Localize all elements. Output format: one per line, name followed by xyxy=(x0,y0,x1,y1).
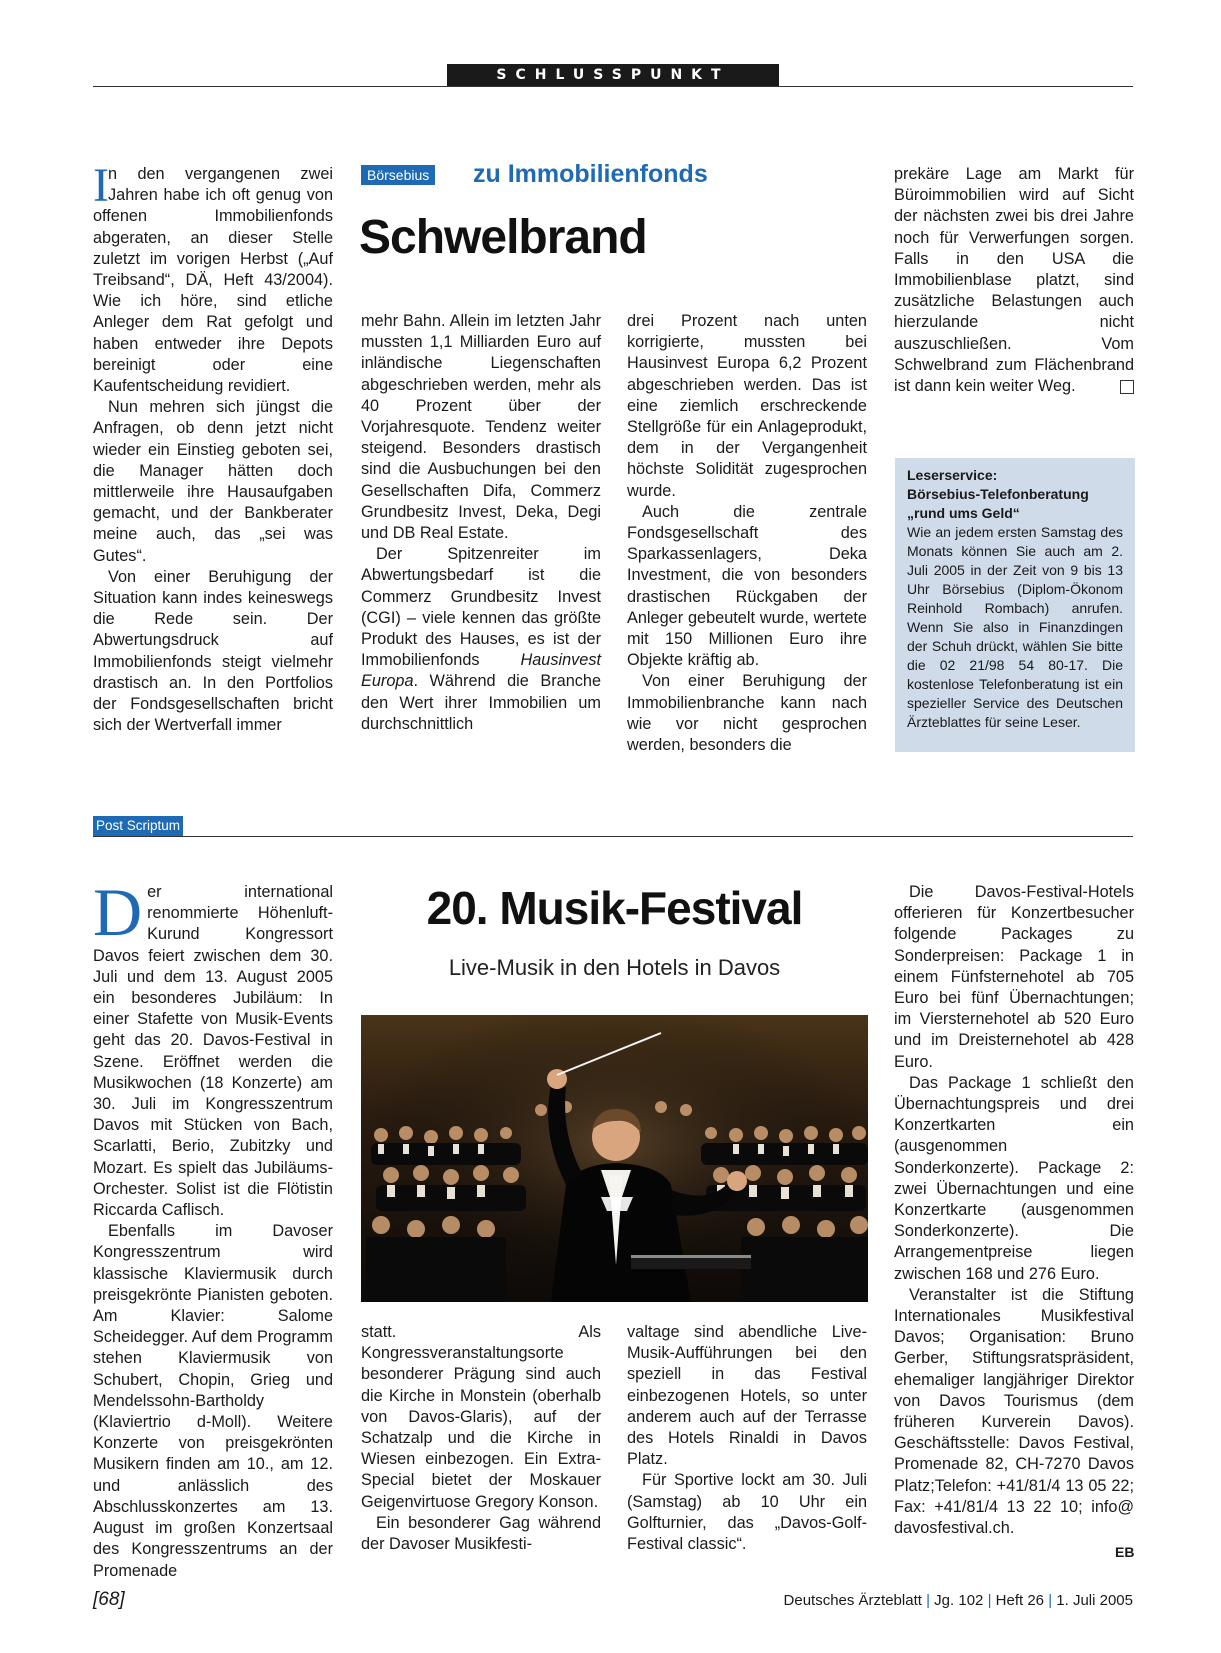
paragraph: prekäre Lage am Markt für Büroimmobilien wird auf Sicht der nächsten zwei bis drei Jahre noch für Verwerfungen sorgen. Falls in den USA die Immobilienblase platzt, sind zusätzliche Belastungen auch hierzulande nicht auszuschließen. Vom Schwelbrand zum Flächenbrand ist dann kein weiter Weg. xyxy=(894,165,1134,396)
paragraph: Veranstalter ist die Stiftung Internationales Musikfestival Davos; Organisation: Bruno Gerber, Stiftungsratspräsident, ehemaliger langjähriger Direktor von Davos Tourismus (dem früheren Kurverein Davos). Geschäftsstelle: Davos Festival, Promenade 82, CH-7270 Davos Platz;Telefon: +41/81/4 13 05 22; Fax: +41/81/4 13 22 10; info@ davosfestival.ch. xyxy=(894,1285,1134,1538)
journal-date: 1. Juli 2005 xyxy=(1056,1592,1133,1609)
festival-headline: 20. Musik-Festival xyxy=(426,882,803,934)
leserservice-subtitle-2: „rund ums Geld“ xyxy=(907,505,1020,521)
article2-column-3 xyxy=(627,1322,867,1555)
paragraph: er international renommierte Höhenluft-Kurund Kongressort Davos feiert zwischen dem 30. Juli und dem 13. August 2005 ein besonderes Jubiläum: In einer Stafette von Musik-Events geht das 20. Davos-Festival in Szene. Eröffnet werden die Musikwochen (18 Konzerte) am 30. Juli im Kongresszentrum Davos mit Stücken von Bach, Scarlatti, Berio, Zubitzky und Mozart. Es spielt das Jubiläums-Orchester. Solist ist die Flötistin Riccarda Caflisch. xyxy=(93,883,333,1220)
header-rule xyxy=(93,86,1133,87)
author-signature: EB xyxy=(1115,1544,1135,1560)
article1-column-2 xyxy=(361,311,601,735)
paragraph: valtage sind abendliche Live-Musik-Aufführungen bei den speziell in das Festival einbezogenen Hotels, so unter anderem auch auf der Terrasse des Hotels Rinaldi in Davos Platz. xyxy=(627,1323,867,1469)
end-mark-icon xyxy=(1120,380,1134,394)
paragraph: statt. Als Kongressveranstaltungsorte besonderer Prägung sind auch die Kirche in Monstein (oberhalb von Davos-Glaris), auf der Schatzalp und die Kirche in Wiesen einbezogen. Ein Extra-Special bietet der Moskauer Geigenvirtuose Gregory Konson. xyxy=(361,1323,601,1511)
article2-column-2 xyxy=(361,1322,601,1555)
paragraph: Ein besonderer Gag während der Davoser Musikfesti- xyxy=(361,1513,601,1554)
paragraph: Von einer Beruhigung der Immobilienbranche kann nach wie vor nicht gesprochen werden, besonders die xyxy=(627,672,867,755)
section-rule xyxy=(93,836,1133,837)
article2-column-4 xyxy=(894,882,1134,1539)
article1-column-4 xyxy=(894,164,1134,397)
leserservice-title: Leserservice: xyxy=(907,467,998,483)
paragraph: Die Davos-Festival-Hotels offerieren für Konzertbesucher folgende Packages zu Sonderpreisen: Package 1 in einem Fünfsternehotel ab 705 Euro bei fünf Übernachtungen; im Viersternehotel ab 520 Euro und im Dreisternehotel ab 428 Euro. xyxy=(894,883,1134,1071)
journal-issue: Heft 26 xyxy=(995,1592,1045,1609)
journal-volume: Jg. 102 xyxy=(934,1592,984,1609)
footer-citation: Deutsches Ärzteblatt | Jg. 102 | Heft 26 | 1. Juli 2005 xyxy=(783,1592,1133,1609)
leserservice-text: Wie an jedem ersten Samstag des Monats können Sie auch am 2. Juli 2005 in der Zeit von 9 bis 13 Uhr Börsebius (Diplom-Ökonom Reinhold Rombach) anrufen. Wenn Sie also in Finanzdingen der Schuh drückt, wählen Sie bitte die 02 21/98 54 80-17. Die kostenlose Telefonberatung ist ein spezieller Service des Deutschen Ärzteblattes für seine Leser. xyxy=(907,524,1123,730)
section-header: SCHLUSSPUNKT xyxy=(447,64,779,86)
paragraph: Der Spitzenreiter im Abwertungsbedarf ist die Commerz Grundbesitz Invest (CGI) – viele kennen das größte Produkt des Hauses, es ist der Immobilienfonds Hausinvest Europa. Während die Branche den Wert ihrer Immobilien um durchschnittlich xyxy=(361,545,601,733)
article-headline: Schwelbrand xyxy=(359,211,647,264)
column-tag: Börsebius xyxy=(361,165,435,185)
paragraph: Für Sportive lockt am 30. Juli (Samstag) ab 10 Uhr ein Golfturnier, das „Davos-Golf-Festival classic“. xyxy=(627,1471,867,1554)
dropcap: I xyxy=(93,159,109,212)
postscriptum-tag: Post Scriptum xyxy=(93,816,183,836)
paragraph: n den vergangenen zwei Jahren habe ich oft genug von offenen Immobilienfonds abgeraten, an dieser Stelle zuletzt im vorigen Herbst („Auf Treibsand“, DÄ, Heft 43/2004). Wie ich höre, sind etliche Anleger dem Rat gefolgt und haben entweder ihre Depots bereinigt oder eine Kaufentscheidung revidiert. xyxy=(93,165,333,396)
article2-column-1 xyxy=(93,874,333,1582)
paragraph: mehr Bahn. Allein im letzten Jahr mussten 1,1 Milliarden Euro auf inländische Liegenschaften abgeschrieben werden, mehr als 40 Prozent über der Vorjahresquote. Tendenz weiter steigend. Besonders drastisch sind die Ausbuchungen bei den Gesellschaften Difa, Commerz Grundbesitz Invest, Deka, Degi und DB Real Estate. xyxy=(361,312,601,543)
article1-column-1 xyxy=(93,159,333,736)
page-number: [68] xyxy=(93,1589,125,1610)
paragraph: Nun mehren sich jüngst die Anfragen, ob denn jetzt nicht wieder ein Einstieg geboten sei, die Manager hätten doch mittlerweile ihre Hausaufgaben gemacht, und der Bankberater meine auch, das „sei was Gutes“. xyxy=(93,398,333,565)
paragraph: Von einer Beruhigung der Situation kann indes keineswegs die Rede sein. Der Abwertungsdruck auf Immobilienfonds steigt vielmehr drastisch an. In den Portfolios der Fondsgesellschaften bricht sich der Wertverfall immer xyxy=(93,567,333,735)
journal-name: Deutsches Ärzteblatt xyxy=(783,1592,922,1609)
festival-subhead: Live-Musik in den Hotels in Davos xyxy=(448,955,781,980)
conductor-photo xyxy=(361,1015,868,1302)
paragraph: Auch die zentrale Fondsgesellschaft des Sparkassenlagers, Deka Investment, die von besonders drastischen Rückgaben der Anleger gebeutelt wurde, wertete mit 150 Millionen Euro ihre Objekte kräftig ab. xyxy=(627,502,867,670)
article-kicker: zu Immobilienfonds xyxy=(473,160,708,188)
leserservice-box xyxy=(895,458,1135,752)
article1-column-3 xyxy=(627,311,867,756)
dropcap: D xyxy=(93,874,143,950)
paragraph: Das Package 1 schließt den Übernachtungspreis und drei Konzertkarten ein (ausgenommen Sonderkonzerte). Package 2: zwei Übernachtungen und eine Konzertkarte (ausgenommen Sonderkonzerte). Die Arrangementpreise liegen zwischen 168 und 276 Euro. xyxy=(894,1073,1134,1283)
paragraph: Ebenfalls im Davoser Kongresszentrum wird klassische Klaviermusik durch preisgekrönte Pianisten geboten. Am Klavier: Salome Scheidegger. Auf dem Programm stehen Klaviermusik von Schubert, Chopin, Grieg und Mendelssohn-Bartholdy (Klaviertrio d-Moll). Weitere Konzerte von preisgekrönten Musikern finden am 10., am 12. und anlässlich des Abschlusskonzertes am 13. August im großen Konzertsaal des Kongresszentrums an der Promenade xyxy=(93,1222,333,1580)
paragraph: drei Prozent nach unten korrigierte, mussten bei Hausinvest Europa 6,2 Prozent abgeschrieben werden. Das ist eine ziemlich erschreckende Stellgröße für ein Anlageprodukt, dem in der Vergangenheit höchste Solidität zugesprochen wurde. xyxy=(627,312,867,500)
conductor-illustration xyxy=(361,1015,868,1302)
leserservice-subtitle: Börsebius-Telefonberatung xyxy=(907,486,1089,502)
